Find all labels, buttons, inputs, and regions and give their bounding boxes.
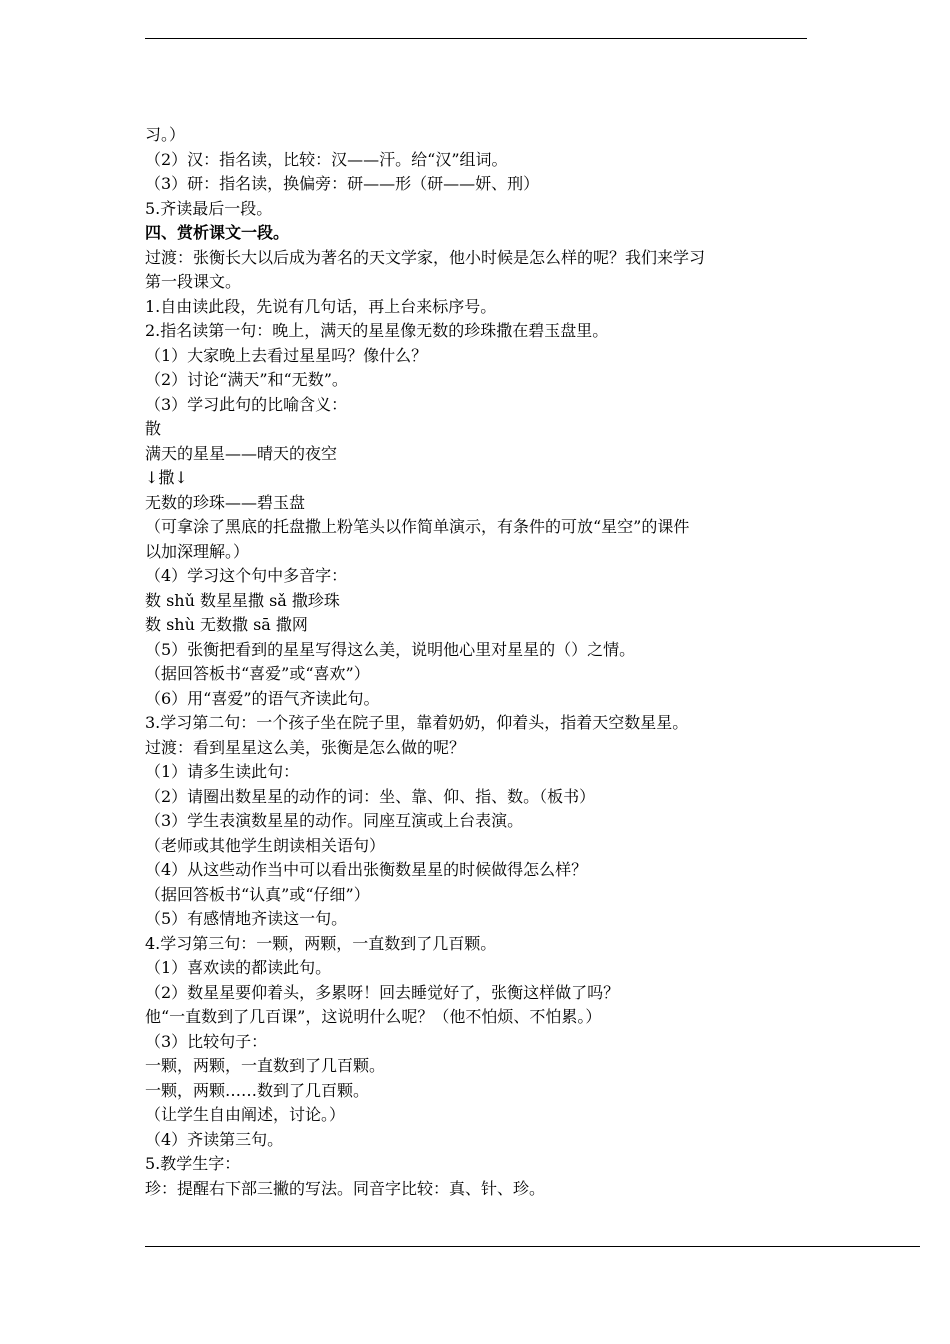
text-line: 5.教学生字： [145, 1154, 241, 1173]
text-line: 3.学习第二句：一个孩子坐在院子里，靠着奶奶，仰着头，指着天空数星星。 [145, 713, 689, 732]
text-line: （6）用“喜爱”的语气齐读此句。 [145, 688, 380, 708]
text-line: （2）讨论“满天”和“无数”。 [145, 370, 348, 389]
text-line: （4）学习这个句中多音字： [145, 566, 348, 585]
footer-rule [145, 1246, 920, 1247]
text-line: 数 shù 无数撒 sā 撒网 [145, 615, 308, 634]
text-line: 以加深理解。） [145, 541, 250, 561]
text-line: （据回答板书“认真”或“仔细”） [145, 884, 370, 904]
text-line: 过渡：张衡长大以后成为著名的天文学家，他小时候是怎么样的呢？我们来学习 [145, 247, 706, 267]
text-line: 习。） [145, 125, 186, 144]
header-rule [145, 38, 807, 39]
text-line: （可拿涂了黑底的托盘撒上粉笔头以作简单演示，有条件的可放“星空”的课件 [145, 517, 690, 536]
text-line: 数 shǔ 数星星撒 sǎ 撒珍珠 [145, 590, 340, 610]
text-line: 无数的珍珠——碧玉盘 [145, 492, 306, 512]
text-line: ↓撒↓ [145, 468, 188, 487]
text-line: 2.指名读第一句：晚上，满天的星星像无数的珍珠撒在碧玉盘里。 [145, 321, 609, 340]
text-line: （2）请圈出数星星的动作的词：坐、靠、仰、指、数。（板书） [145, 786, 596, 806]
text-line: 一颗，两颗，一直数到了几百颗。 [145, 1056, 386, 1075]
text-line: （1）请多生读此句： [145, 762, 300, 781]
text-line: （1）大家晚上去看过星星吗？像什么？ [145, 345, 428, 365]
text-line: 满天的星星——晴天的夜空 [145, 443, 338, 463]
text-line: 散 [145, 419, 162, 438]
text-line: 一颗，两颗……数到了几百颗。 [145, 1080, 370, 1100]
text-line: 1.自由读此段，先说有几句话，再上台来标序号。 [145, 296, 497, 316]
text-line: （3）研：指名读，换偏旁：研——形（研——妍、刑） [145, 174, 540, 193]
text-line: （3）比较句子： [145, 1031, 268, 1051]
text-line: 4.学习第三句：一颗，两颗，一直数到了几百颗。 [145, 933, 497, 953]
text-line: （2）数星星要仰着头，多累呀！回去睡觉好了，张衡这样做了吗？ [145, 982, 620, 1002]
text-line: 5.齐读最后一段。 [145, 198, 273, 218]
text-line: （1）喜欢读的都读此句。 [145, 958, 332, 977]
text-line: （3）学习此句的比喻含义： [145, 394, 348, 414]
document-body [145, 123, 813, 1201]
text-line: （3）学生表演数星星的动作。同座互演或上台表演。 [145, 811, 524, 830]
text-line: （5）张衡把看到的星星写得这么美，说明他心里对星星的（）之情。 [145, 639, 636, 659]
text-line: 第一段课文。 [145, 272, 242, 291]
section-heading: 四、赏析课文一段。 [145, 223, 290, 242]
text-line: （让学生自由阐述，讨论。） [145, 1105, 346, 1124]
text-line: （4）齐读第三句。 [145, 1129, 284, 1149]
text-line: 他“一直数到了几百课”，这说明什么呢？（他不怕烦、不怕累。） [145, 1007, 602, 1026]
text-line: 珍：提醒右下部三撇的写法。同音字比较：真、针、珍。 [145, 1178, 546, 1198]
text-line: （据回答板书“喜爱”或“喜欢”） [145, 664, 370, 683]
text-line: （老师或其他学生朗读相关语句） [145, 835, 386, 855]
text-line: （5）有感情地齐读这一句。 [145, 909, 348, 928]
text-line: 过渡：看到星星这么美，张衡是怎么做的呢？ [145, 737, 466, 757]
text-line: （2）汉：指名读，比较：汉——汗。给“汉”组词。 [145, 149, 508, 169]
text-line: （4）从这些动作当中可以看出张衡数星星的时候做得怎么样？ [145, 860, 588, 879]
